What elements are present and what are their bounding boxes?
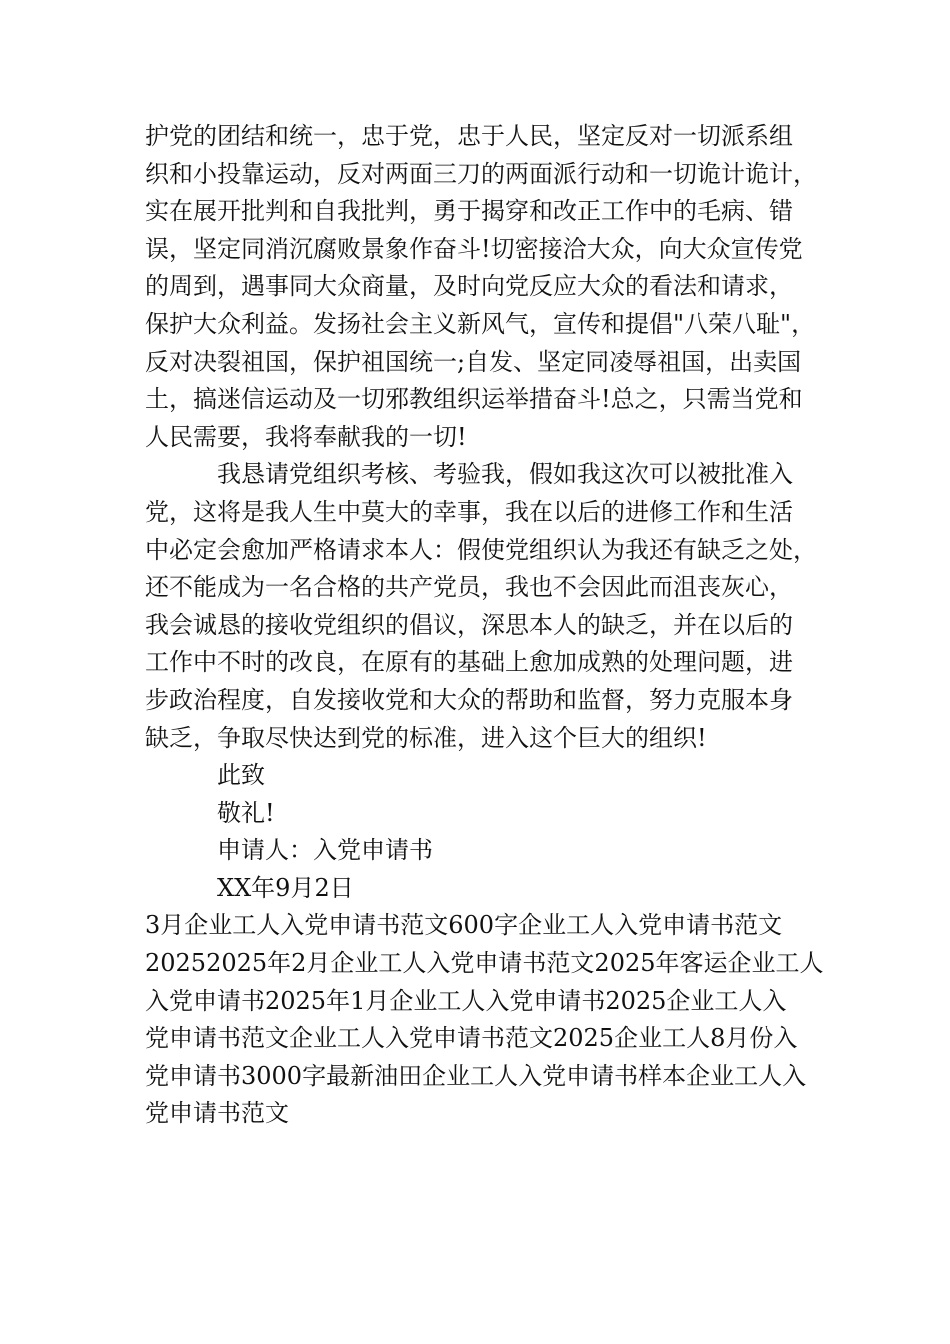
text-line: 缺乏，争取尽快达到党的标准，进入这个巨大的组织!	[145, 723, 707, 752]
text-line: 人民需要，我将奉献我的一切!	[145, 422, 467, 451]
related-line: 党申请书范文	[145, 1099, 289, 1128]
salutation-line: 此致	[217, 761, 265, 790]
paragraph-request	[145, 456, 817, 757]
closing-block	[145, 757, 810, 907]
text-line: 土，搞迷信运动及一切邪教组织运举措奋斗!总之，只需当党和	[145, 385, 803, 414]
text-line: 织和小投靠运动，反对两面三刀的两面派行动和一切诡计诡计，	[145, 159, 817, 188]
text-line: 还不能成为一名合格的共产党员，我也不会因此而沮丧灰心，	[145, 573, 793, 602]
related-line: 党申请书范文企业工人入党申请书范文2025企业工人8月份入	[145, 1024, 798, 1053]
related-line: 党申请书3000字最新油田企业工人入党申请书样本企业工人入	[145, 1061, 807, 1090]
text-line: 护党的团结和统一，忠于党，忠于人民，坚定反对一切派系组	[145, 122, 793, 150]
text-line: 反对决裂祖国，保护祖国统一;自发、坚定同凌辱祖国，出卖国	[145, 347, 802, 376]
text-line: 工作中不时的改良，在原有的基础上愈加成熟的处理问题，进	[145, 648, 793, 677]
applicant-line: 申请人：入党申请书	[217, 836, 433, 865]
text-line: 步政治程度，自发接收党和大众的帮助和监督，努力克服本身	[145, 685, 793, 714]
related-line: 入党申请书2025年1月企业工人入党申请书2025企业工人入	[145, 986, 787, 1015]
text-line: 保护大众利益。发扬社会主义新风气，宣传和提倡"八荣八耻"，	[145, 309, 816, 338]
text-line: 误，坚定同消沉腐败景象作奋斗!切密接洽大众，向大众宣传党	[145, 234, 803, 263]
salutation-line: 敬礼!	[217, 798, 275, 827]
related-line: 3月企业工人入党申请书范文600字企业工人入党申请书范文	[145, 911, 783, 940]
text-line: 中必定会愈加严格请求本人：假使党组织认为我还有缺乏之处，	[145, 535, 817, 564]
text-line: 我会诚恳的接收党组织的倡议，深思本人的缺乏，并在以后的	[145, 610, 793, 639]
document-body	[145, 118, 824, 1133]
related-articles	[145, 907, 824, 1133]
paragraph-pledge	[145, 118, 817, 456]
text-line: 我恳请党组织考核、考验我，假如我这次可以被批准入	[217, 460, 793, 489]
date-line: XX年9月2日	[217, 873, 354, 902]
text-line: 党，这将是我人生中莫大的幸事，我在以后的进修工作和生活	[145, 497, 793, 526]
text-line: 实在展开批判和自我批判，勇于揭穿和改正工作中的毛病、错	[145, 197, 793, 226]
related-line: 20252025年2月企业工人入党申请书范文2025年客运企业工人	[145, 949, 824, 978]
text-line: 的周到，遇事同大众商量，及时向党反应大众的看法和请求，	[145, 272, 793, 301]
